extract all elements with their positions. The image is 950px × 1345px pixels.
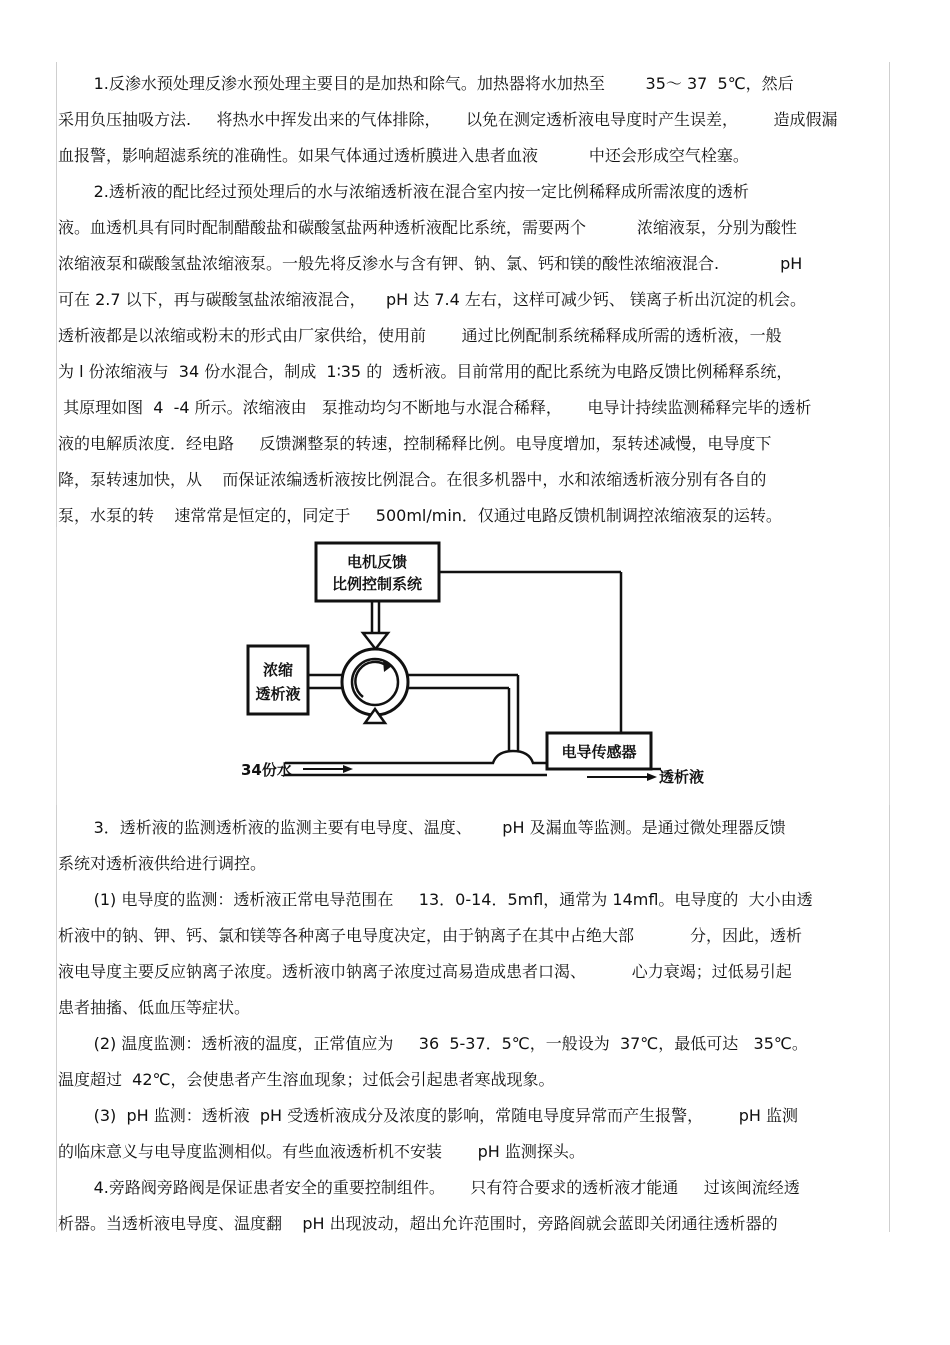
paragraph-3-line-2: 系统对透析液供给进行调控。 bbox=[58, 854, 267, 873]
paragraph-2-line-4: 可在 2.7 以下，再与碳酸氢盐浓缩液混合， pH 达 7.4 左右，这样可减少钙、 镁离子析出沉淀的机会。 bbox=[58, 290, 806, 309]
paragraph-2-line-10: 泵，水泵的转 速常常是恒定的，同定于 500ml/min．仅通过电路反馈机制调控浓缩液泵的运转。 bbox=[58, 506, 782, 525]
paragraph-2-line-1: 2.透析液的配比经过预处理后的水与浓缩透析液在混合室内按一定比例稀释成所需浓度的透析 bbox=[58, 182, 749, 201]
paragraph-7-line-1: 4.旁路阀旁路阀是保证患者安全的重要控制组件。 只有符合要求的透析液才能通 过该闽流经透 bbox=[58, 1178, 800, 1197]
control-box-label-2: 比例控制系统 bbox=[331, 575, 423, 593]
concentrate-box bbox=[248, 646, 308, 714]
proportioning-diagram bbox=[235, 529, 713, 800]
paragraph-2-line-2: 液。血透机具有同时配制醋酸盐和碳酸氢盐两种透析液配比系统，需要两个 浓缩液泵，分别为酸性 bbox=[58, 218, 797, 237]
paragraph-7-line-2: 析器。当透析液电导度、温度翻 pH 出现波动，超出允许范围时，旁路阎就会蓝即关闭通往透析器的 bbox=[58, 1214, 778, 1233]
paragraph-2-line-8: 液的电解质浓度．经电路 反馈渊整泵的转速，控制稀释比例。电导度增加，泵转述减慢，电导度下 bbox=[58, 434, 772, 453]
paragraph-5-line-2: 温度超过 42℃，会使患者产生溶血现象；过低会引起患者寒战现象。 bbox=[58, 1070, 555, 1089]
paragraph-2-line-6: 为 l 份浓缩液与 34 份水混合，制成 1∶35 的 透析液。目前常用的配比系统为电路反馈比例稀释系统， bbox=[58, 362, 793, 381]
paragraph-6-line-2: 的临床意义与电导度监测相似。有些血液透析机不安装 pH 监测探头。 bbox=[58, 1142, 585, 1161]
paragraph-2-line-3: 浓缩液泵和碳酸氢盐浓缩液泵。一般先将反渗水与含有钾、钠、氯、钙和镁的酸性浓缩液混合. pH bbox=[58, 254, 803, 273]
paragraph-1-line-1: 1.反渗水预处理反渗水预处理主要目的是加热和除气。加热器将水加热至 35～ 37 5℃，然后 bbox=[58, 74, 794, 93]
control-box-label-1: 电机反馈 bbox=[346, 553, 408, 571]
sensor-box-label: 电导传感器 bbox=[561, 743, 637, 761]
paragraph-2-line-5: 透析液都是以浓缩或粉末的形式由厂家供给，使用前 通过比例配制系统稀释成所需的透析液，一般 bbox=[58, 326, 782, 345]
paragraph-1-line-2: 采用负压抽吸方法. 将热水中挥发出来的气体排除， 以免在测定透析液电导度时产生误差， 造成假漏 bbox=[58, 110, 838, 129]
paragraph-6-line-1: (3) pH 监测：透析液 pH 受透析液成分及浓度的影响，常随电导度异常而产生报警， pH 监测 bbox=[58, 1106, 799, 1125]
paragraph-5-line-1: (2) 温度监测：透析液的温度，正常值应为 36 5-37．5℃，一般设为 37℃，最低可达 35℃。 bbox=[58, 1034, 808, 1053]
paragraph-2-line-9: 降，泵转速加快，从 而保证浓编透析液按比例混合。在很多机器中，水和浓缩透析液分别有各自的 bbox=[58, 470, 767, 489]
paragraph-1-line-3: 血报警，影响超滤系统的准确性。如果气体通过透析膜进入患者血液 中还会形成空气栓塞。 bbox=[58, 146, 749, 165]
outlet-label: 透析液 bbox=[659, 768, 705, 786]
paragraph-2-line-7: 其原理如图 4 -4 所示。浓缩液由 泵推动均匀不断地与水混合稀释， 电导计持续监测稀释完毕的透析 bbox=[58, 398, 812, 417]
paragraph-4-line-4: 患者抽搐、低血压等症状。 bbox=[58, 998, 251, 1017]
paragraph-3-line-1: 3．透析液的监测透析液的监测主要有电导度、温度、 pH 及漏血等监测。是通过微处理器反馈 bbox=[58, 818, 786, 837]
water-inlet-label: 34份水 bbox=[241, 761, 292, 779]
concentrate-box-label-2: 透析液 bbox=[255, 685, 301, 703]
paragraph-4-line-1: (1) 电导度的监测：透析液正常电导范围在 13．0-14．5mfl，通常为 14mfl。电导度的 大小由透 bbox=[58, 890, 813, 909]
paragraph-4-line-2: 析液中的钠、钾、钙、氯和镁等各种离子电导度决定，由于钠离子在其中占绝大部 分，因此，透析 bbox=[58, 926, 802, 945]
paragraph-4-line-3: 液电导度主要反应钠离子浓度。透析液巾钠离子浓度过高易造成患者口渴、 心力衰竭；过低易引起 bbox=[58, 962, 792, 981]
concentrate-box-label-1: 浓缩 bbox=[262, 661, 294, 679]
